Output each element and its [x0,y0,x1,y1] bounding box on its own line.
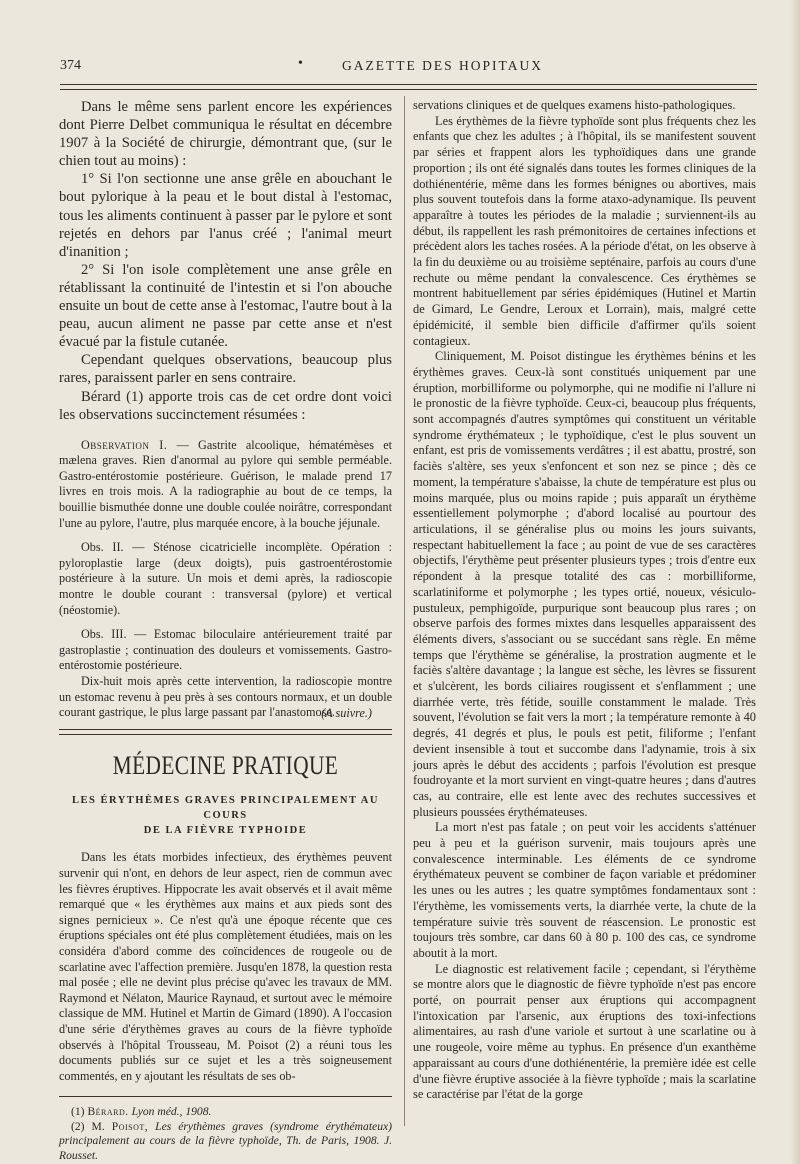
paragraph: 2° Si l'on isole complètement une anse grêle en rétablissant la continuité de l'intestin et si l'on abouche ensuite un bout de cette anse à l'estomac, l'autre bout à la peau, aucun aliment ne passe par cette anse et n'est évacué par la fistule cutanée. [59,261,392,351]
footnote-2: (2) M. Poisot, Les érythèmes graves (syndrome érythémateux) principalement au cours de la fièvre typhoïde, Th. de Paris, 1908. J. Rousset. [59,1119,393,1163]
paragraph: 1° Si l'on sectionne une anse grêle en abouchant le bout pylorique à la peau et le bout distal à l'estomac, tous les aliments continuent à passer par le pylore et sont rejetés en dehors par l'anus créé ; l'animal meurt d'inanition ; [59,171,392,260]
left-column [59,98,392,1164]
paragraph: Les érythèmes de la fièvre typhoïde sont plus fréquents chez les enfants que chez les adultes ; à l'hôpital, ils se manifestent souvent par séries et frappent alors les typhoïdiques dans une grande proportion ; ils ont été signalés dans toutes les formes cliniques de la dothiénentérie, même dans les formes bénignes ou abortives, mais plus souvent toutefois dans la forme ataxo-adynamique. Ils peuvent apparaître à toutes les périodes de la maladie ; surviennent-ils au début, ils rappellent les rash prémonitoires de certaines infections et précèdent alors les taches rosées. A la période d'état, on les observe à la fin du deuxième ou au troisième septénaire, parfois au cours d'une rechute ou même pendant la convalescence. Ces érythèmes se montrent habituellement par séries épidémiques (Hutinel et Martin de Gimard, Le Gendre, Leroux et Lorrain), mais, malgré cette épidémicité, il semble bien difficile d'affirmer qu'ils soient contagieux. [413,113,756,348]
page-header [60,58,755,80]
column-divider [404,96,405,1126]
footnote-author: Poisot, [111,1119,149,1133]
right-column [413,98,756,1103]
article-title [59,793,392,838]
paragraph: Cependant quelques observations, beaucoup plus rares, paraissent parler en sens contraire. [59,352,392,387]
section-rule [59,729,392,735]
observation-2: Obs. II. — Sténose cicatricielle incomplète. Opération : pyloroplastie large (deux doigts), puis gastroentérostomie postérieure à la suture. Un mois et demi après, la radioscopie montre le double courant : transversal (pylore) et vertical (néostomie). [59,540,392,617]
observation-3-continued: Dix-huit mois après cette intervention, la radioscopie montre un estomac revenu à peu près à ses contours normaux, et un double courant gastrique, le plus large passant par l'anastomose. [59,674,392,720]
article-body: Dans les états morbides infectieux, des érythèmes peuvent survenir qui n'ont, en dehors de leur aspect, rien de commun avec les fièvres éruptives. Hippocrate les avait observés et il avait même remarqué que « les érythèmes aux mains et aux pieds sont des signes pernicieux ». Ce n'est qu'à une époque récente que ces éruptions spéciales ont été plus complètement étudiées, mais on les considéra d'abord comme des coïncidences de rougeole ou de scarlatine avec l'affection première. Jusqu'en 1878, la question resta mal posée ; elle ne devint plus précise qu'avec les travaux de MM. Raymond et Nélaton, Maurice Raynaud, et surtout avec le mémoire classique de MM. Hutinel et Martin de Gimard (1890). A l'occasion d'une série d'érythèmes graves au cours de la fièvre typhoïde observés à l'hôpital Trousseau, M. Poisot (2) a réuni tous les documents publiés sur ce sujet et les a très soigneusement commentés, en y ajoutant les résultats de ses ob- [59,850,392,1083]
page-edge-shadow [790,0,800,1164]
footnote-author: Bérard. [87,1105,129,1119]
footnote-source: Les érythèmes graves (syndrome érythémateux) principalement au cours de la fièvre typhoïde, Th. de Paris, 1908. J. Rousset. [59,1119,393,1163]
paragraph: Dans le même sens parlent encore les expériences dont Pierre Delbet communiqua le résultat en décembre 1907 à la Société de chirurgie, démontrant que, (sur le chien tout au moins) : [59,99,392,170]
observation-1 [59,438,392,532]
paragraph: Bérard (1) apporte trois cas de cet ordre dont voici les observations succinctement résumées : [59,388,392,423]
footnote-1: (1) Bérard. Lyon méd., 1908. [71,1105,212,1119]
paragraph: servations cliniques et de quelques examens histo-pathologiques. [413,98,736,112]
observation-text: — Gastrite alcoolique, hématémèses et mælena graves. Rien d'anormal au pylore qui semble perméable. Gastro-entérostomie postérieure. Guérison, le malade prend 17 livres en trois mois. A la radiographie au bout de ce temps, la bouillie bismuthée donne une double coulée noirâtre, correspondant l'une au pylore, l'autre, plus marquée encore, à la bouche jéjunale. [59,437,393,530]
footnote-source: Lyon méd., 1908. [128,1105,212,1119]
header-dot: • [298,56,303,71]
header-rule [60,84,757,90]
footnote-rule [59,1096,392,1097]
to-be-continued: (A suivre.) [321,705,372,720]
page-number: 374 [60,58,81,73]
section-title: MÉDECINE PRATIQUE [112,751,339,781]
article-title-line-1: LES ÉRYTHÈMES GRAVES PRINCIPALEMENT AU COURS [72,795,379,822]
paragraph: La mort n'est pas fatale ; on peut voir les accidents s'atténuer peu à peu et la guérison survenir, mais toujours après une convalescence interminable. Les éléments de ce syndrome érythémateux peuvent se combiner de façon variable et prédominer les unes ou les autres ; les quatre symptômes fondamentaux sont : l'érythème, les vomissements verts, la diarrhée verte, la chute de la température suivie très souvent de réascension. Le pronostic est toujours très sombre, car dans 60 à 80 p. 100 des cas, ce syndrome aboutit à la mort. [413,820,756,960]
running-title: GAZETTE DES HOPITAUX [342,58,543,73]
paragraph: Cliniquement, M. Poisot distingue les érythèmes bénins et les érythèmes graves. Ceux-là sont constitués uniquement par une éruption, morbilliforme ou polymorphe, qui ne modifie ni l'allure ni le pronostic de la fièvre typhoïde. Ceux-ci, beaucoup plus fréquents, sont accompagnés d'autres symptômes qui constituent un véritable syndrome érythémateux ; le typhoïdique, c'est le plus souvent un enfant, est pris de vomissements verdâtres ; il est abattu, prostré, son faciès s'altère, ses yeux s'enfoncent et son nez se pince ; dès ce moment, la température s'abaisse, la chute de température est plus ou moins marquée, plus ou moins rapide ; puis apparaît un érythème essentiellement polymorphe ; d'abord localisé au pourtour des articulations, il se généralise plus ou moins les jours suivants, respectant habituellement la face ; au point de vue de ses caractères objectifs, l'érythème peut présenter plusieurs types ; trois d'entre eux répondent à la presque totalité des cas : morbilliforme, scarlatiniforme et polymorphe ; les types ortié, noueux, vésiculo-pustuleux, pemphigoïde, purpurique sont beaucoup plus rares ; on observe parfois des formes mixtes dans lesquelles apparaissent des éléments divers, s'associant ou se succédant sans règle. En même temps que l'érythème se généralise, la prostration augmente et le faciès s'altère davantage ; la langue est sèche, les lèvres se fissurent et s'ulcèrent, les bords ciliaires rougissent et s'enflamment ; une diarrhée verte, très fétide, souille constamment le malade. Très souvent, l'évolution se fait vers la mort ; la température remonte à 40 degrés, 41 degrés et plus, le pouls est petit, filiforme ; l'enfant devient insensible à tout et succombe dans l'adynamie, trois à six jours après le début des accidents ; parfois l'évolution est presque foudroyante et la mort survient en vingt-quatre heures ; dans d'autres cas, au contraire, elle est lente avec des rechutes successives et plusieurs poussées érythémateuses. [413,349,756,819]
paragraph: Le diagnostic est relativement facile ; cependant, si l'érythème se montre alors que le diagnostic de fièvre typhoïde n'est pas encore porté, on pourrait penser aux éruptions qui accompagnent l'intoxication par l'arsenic, aux éruptions des toxi-infections alimentaires, au rash d'une variole et surtout à une scarlatine ou à une rougeole, voire même au typhus. En présence d'un exanthème apparaissant au cours d'une dothiénentérie, la première idée est celle d'une fièvre éruptive associée à la fièvre typhoïde ; mais la scarlatine se caractérise par l'état de la gorge [413,961,756,1102]
observation-3: Obs. III. — Estomac biloculaire antérieurement traité par gastroplastie ; continuation des douleurs et vomissements. Gastro-entérostomie postérieure. [59,627,392,673]
article-title-line-2: DE LA FIÈVRE TYPHOIDE [143,825,308,837]
observation-label: Observation I. [81,437,168,452]
